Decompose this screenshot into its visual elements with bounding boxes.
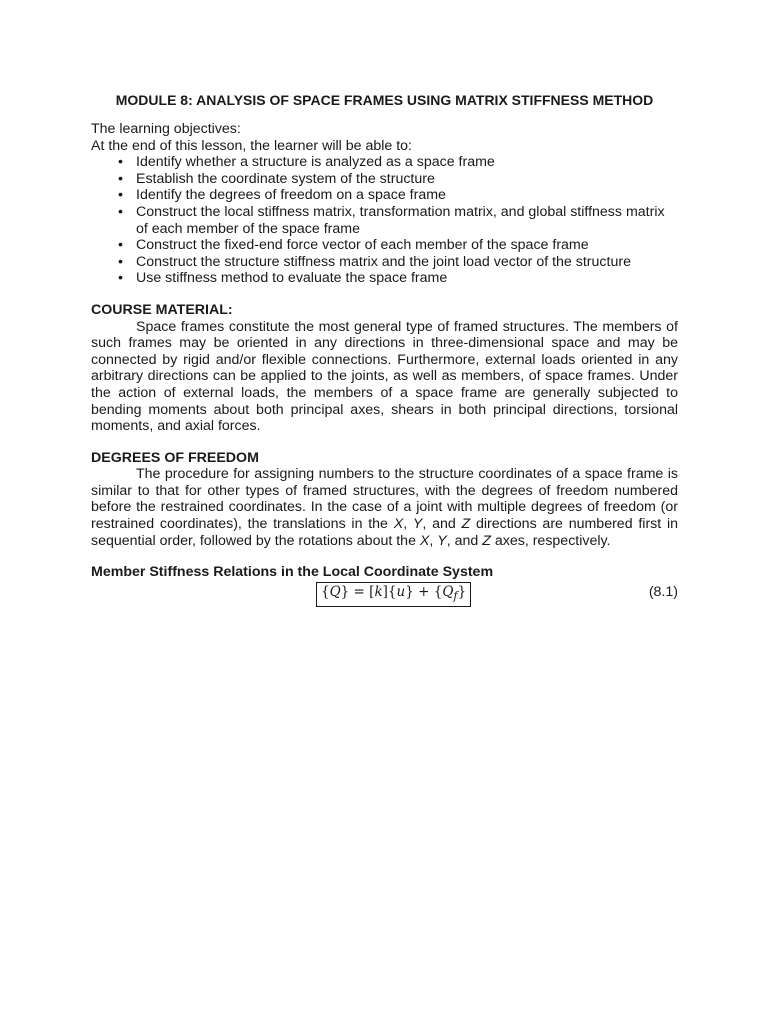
brace-open: {	[433, 583, 443, 600]
axis-z-label: Z	[482, 532, 491, 549]
objectives-heading: The learning objectives:	[91, 121, 241, 137]
objective-item: • Use stiffness method to evaluate the space frame	[136, 270, 678, 287]
objective-item: • Construct the structure stiffness matrix and the joint load vector of the structure	[136, 254, 678, 271]
brace-close: }	[457, 583, 467, 600]
dof-separator: ,	[429, 532, 438, 549]
degrees-of-freedom-paragraph	[91, 466, 678, 549]
objective-item: • Identify whether a structure is analyzed as a space frame	[136, 154, 678, 171]
objective-item: • Establish the coordinate system of the structure	[136, 171, 678, 188]
dof-separator: ,	[403, 516, 413, 533]
dof-separator: , and	[422, 516, 462, 533]
axis-y-label: Y	[437, 532, 447, 549]
page-title: MODULE 8: ANALYSIS OF SPACE FRAMES USING MATRIX STIFFNESS METHOD	[115, 92, 654, 108]
bracket-open: [	[369, 583, 375, 600]
objective-item: • Construct the fixed-end force vector of each member of the space frame	[136, 237, 678, 254]
document-body	[91, 92, 678, 604]
dof-text-end: axes, respectively.	[490, 532, 611, 549]
axis-x-label: X	[419, 532, 430, 549]
axis-z-label: Z	[461, 516, 471, 533]
member-stiffness-heading: Member Stiffness Relations in the Local Coordinate System	[91, 564, 494, 581]
brace-open: {	[321, 583, 330, 600]
objectives-intro: At the end of this lesson, the learner will be able to:	[91, 137, 412, 154]
brace-open: {	[387, 583, 397, 600]
eq-var-u: u	[396, 583, 406, 600]
eq-var-qf: Q	[442, 583, 454, 600]
dof-text-start: The procedure for assigning numbers to the structure coordinates of a space frame is similar to that for other types of framed structures, with the degrees of freedom numbered before the restrained coordinates. In the case of a joint with multiple degrees of freedom (or restrained coordinates), the translations in the	[91, 466, 678, 533]
bracket-close: ]	[382, 583, 388, 600]
eq-var-q: Q	[329, 583, 341, 600]
equation-row	[91, 582, 678, 604]
equation-box	[316, 582, 471, 607]
axis-x-label: X	[393, 516, 404, 533]
eq-plus: +	[413, 583, 434, 600]
brace-close: }	[340, 583, 350, 600]
course-material-paragraph: Space frames constitute the most general type of framed structures. The members of such frames may be oriented in any directions in three-dimensional space and may be connected by rigid and/or flexible connections. Furthermore, external loads oriented in any arbitrary directions can be applied to the joints, as well as members, of space frames. Under the action of external loads, the members of a space frame are generally subjected to bending moments about both principal axes, shears in both principal directions, torsional moments, and axial forces.	[91, 318, 678, 435]
objective-item: • Identify the degrees of freedom on a space frame	[136, 187, 678, 204]
objectives-list	[91, 154, 678, 287]
eq-equals: =	[349, 583, 370, 600]
objective-item: • Construct the local stiffness matrix, transformation matrix, and global stiffness matrix of each member of the space frame	[136, 204, 678, 237]
course-material-heading: COURSE MATERIAL:	[91, 301, 233, 318]
dof-text-mid: directions are numbered first in sequential order, followed by the rotations about the	[91, 516, 679, 549]
eq-var-k: k	[374, 583, 383, 600]
eq-subscript-f: f	[453, 589, 458, 603]
brace-close: }	[405, 583, 414, 600]
axis-y-label: Y	[412, 516, 423, 533]
equation-number: (8.1)	[648, 583, 678, 600]
degrees-of-freedom-heading: DEGREES OF FREEDOM	[91, 449, 259, 466]
dof-separator: , and	[446, 532, 483, 549]
